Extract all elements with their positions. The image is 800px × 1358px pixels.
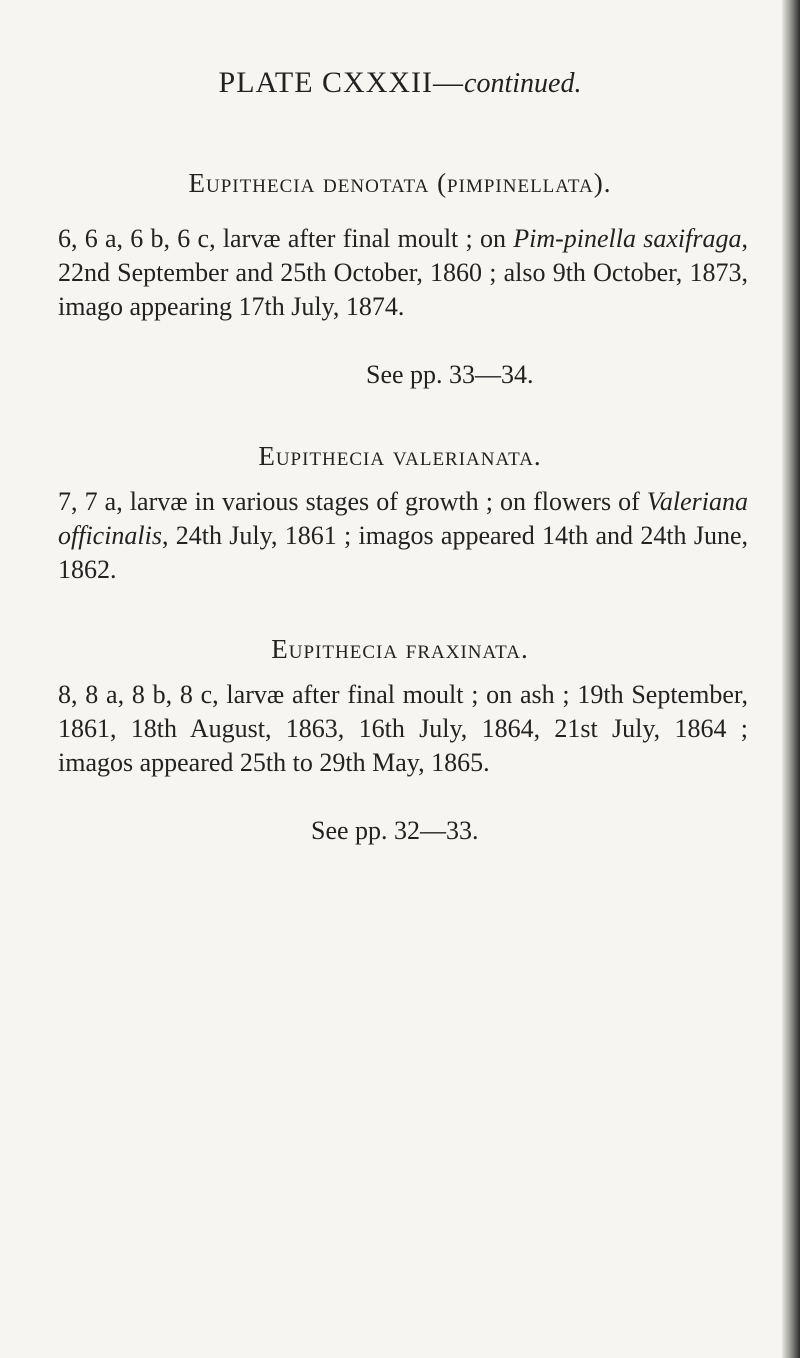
description-part-b: , 24th July, 1861 ; imagos appeared 14th and 24th June, 1862.: [58, 521, 748, 584]
plant-name: Pim-pinella saxifraga: [513, 224, 742, 253]
page-edge-shadow: [782, 0, 800, 1358]
section-heading-denotata: Eupithecia denotata (pimpinellata).: [188, 168, 612, 198]
description-part-a: larvæ in various stages of growth ; on flowers of: [122, 487, 647, 516]
page-reference-denotata: See pp. 33—34.: [366, 360, 534, 389]
section-heading-valerianata: Eupithecia valerianata.: [258, 441, 542, 471]
figure-numbers: 6, 6 a, 6 b, 6 c,: [58, 224, 216, 253]
section-text-fraxinata: [58, 678, 748, 780]
plate-number: PLATE CXXXII—: [218, 66, 465, 99]
description-part-a: larvæ after final moult ; on: [215, 224, 514, 253]
figure-numbers: 7, 7 a,: [58, 487, 123, 516]
plate-title: [0, 66, 800, 100]
section-heading-fraxinata: Eupithecia fraxinata.: [271, 634, 529, 664]
description-part-b: , 22nd September and 25th October, 1860 ; also 9th October, 1873, imago appearing 17th July, 1874.: [58, 224, 748, 321]
figure-numbers: 8, 8 a, 8 b, 8 c,: [58, 680, 219, 709]
plate-continued: continued.: [464, 68, 582, 99]
section-text-denotata: [58, 222, 748, 324]
plant-name: Valeriana officinalis: [58, 487, 748, 550]
section-text-valerianata: [58, 485, 748, 587]
description-part-a: larvæ after final moult ; on ash ; 19th September, 1861, 18th August, 1863, 16th July, 1864, 21st July, 1864 ; imagos appeared 25th to 29th May, 1865.: [58, 680, 748, 777]
page-reference-fraxinata: See pp. 32—33.: [311, 816, 479, 845]
